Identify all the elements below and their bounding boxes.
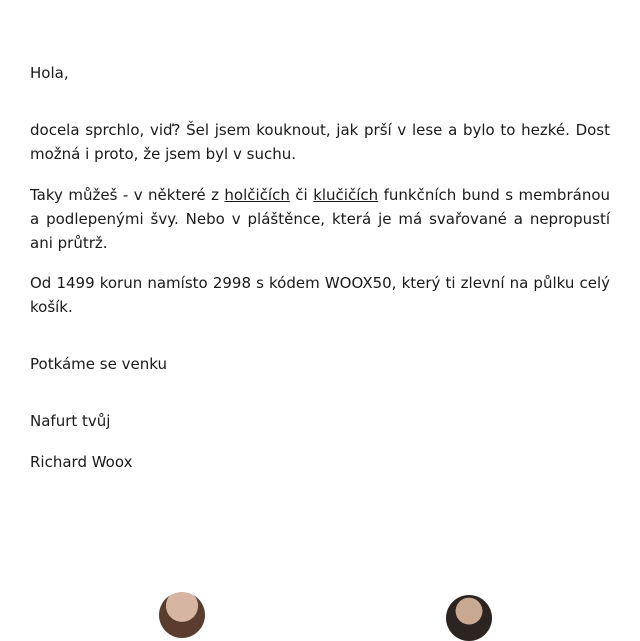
link-mens-jackets[interactable]: klučičích	[313, 186, 379, 204]
email-closing: Potkáme se venku	[30, 355, 167, 373]
email-paragraph-intro: docela sprchlo, viď? Šel jsem kouknout, jak prší v lese a bylo to hezké. Dost možná i proto, že jsem byl v suchu.	[30, 121, 610, 163]
email-signature: Richard Woox	[30, 453, 133, 471]
email-paragraph-jackets	[30, 183, 610, 255]
paragraph-text-part: funkčních bund s membránou a podlepenými švy. Nebo v pláštěnce, která je má svařované a nepropustí ani průtrž.	[30, 186, 611, 252]
email-greeting: Hola,	[30, 64, 69, 82]
email-signoff: Nafurt tvůj	[30, 412, 111, 430]
link-womens-jackets[interactable]: holčičích	[224, 186, 290, 204]
email-paragraph-discount: Od 1499 korun namísto 2998 s kódem WOOX50, který ti zlevní na půlku celý košík.	[30, 274, 610, 316]
avatar	[446, 595, 492, 641]
avatar	[159, 592, 205, 638]
paragraph-text-part: Taky můžeš - v některé z	[30, 186, 225, 204]
paragraph-text-part: či	[289, 186, 314, 204]
